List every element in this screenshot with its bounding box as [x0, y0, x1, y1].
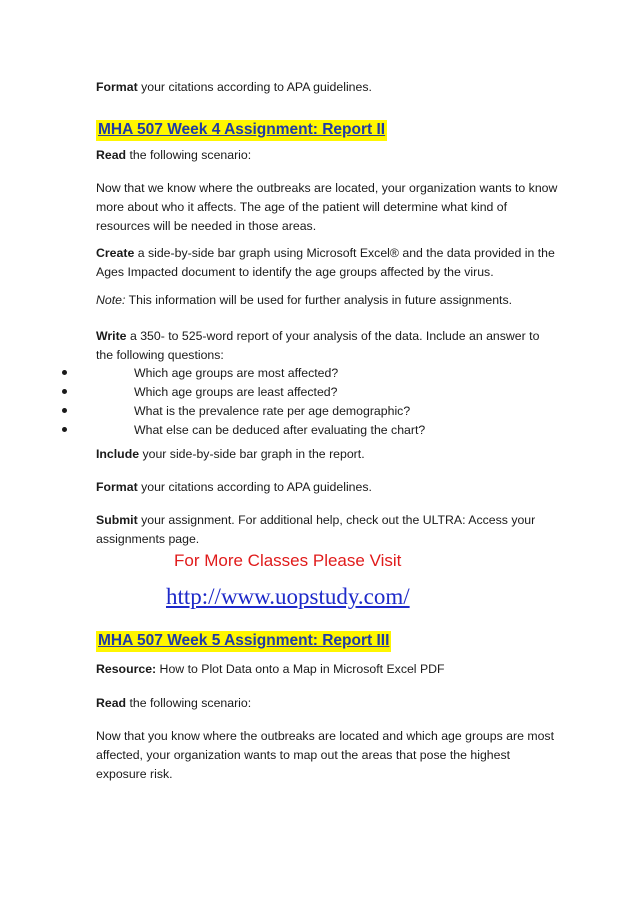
- format-label: Format: [96, 80, 138, 94]
- week4-read-instruction: [96, 146, 558, 165]
- include-text: your side-by-side bar graph in the report.: [139, 447, 365, 461]
- read-text: the following scenario:: [126, 696, 252, 710]
- bullet-icon: [62, 427, 67, 432]
- read-text: the following scenario:: [126, 148, 252, 162]
- bullet-icon: [62, 370, 67, 375]
- week4-format-instruction: [96, 478, 558, 497]
- submit-label: Submit: [96, 513, 138, 527]
- format-text: your citations according to APA guidelines.: [137, 480, 372, 494]
- website-link[interactable]: http://www.uopstudy.com/: [166, 584, 410, 609]
- week4-include-instruction: [96, 445, 558, 464]
- week4-create-instruction: [96, 244, 558, 282]
- bullet-icon: [62, 408, 67, 413]
- read-label: Read: [96, 696, 127, 710]
- list-item: [0, 383, 600, 402]
- week5-resource: [96, 660, 558, 679]
- week4-note: [96, 291, 558, 310]
- list-item: [0, 364, 600, 383]
- bullet-icon: [62, 389, 67, 394]
- resource-label: Resource:: [96, 662, 157, 676]
- format-instruction-top: [96, 78, 558, 97]
- create-text: a side-by-side bar graph using Microsoft Excel® and the data provided in the Ages Impacted document to identify the age groups affected by the virus.: [96, 246, 555, 279]
- week4-scenario: Now that we know where the outbreaks are located, your organization wants to know more about who it affects. The age of the patient will determine what kind of resources will be needed in those areas.: [96, 181, 558, 233]
- format-text: your citations according to APA guidelines.: [137, 80, 372, 94]
- note-label: Note:: [96, 293, 126, 307]
- question-text: Which age groups are most affected?: [134, 366, 339, 380]
- list-item: [0, 402, 600, 421]
- create-label: Create: [96, 246, 135, 260]
- write-text: a 350- to 525-word report of your analysis of the data. Include an answer to the following questions:: [96, 329, 540, 362]
- resource-text: How to Plot Data onto a Map in Microsoft Excel PDF: [156, 662, 445, 676]
- week5-heading[interactable]: MHA 507 Week 5 Assignment: Report III: [96, 631, 391, 652]
- write-label: Write: [96, 329, 127, 343]
- note-text: This information will be used for further analysis in future assignments.: [125, 293, 513, 307]
- question-text: What is the prevalence rate per age demographic?: [134, 404, 411, 418]
- week4-submit-instruction: [96, 511, 558, 549]
- week4-heading[interactable]: MHA 507 Week 4 Assignment: Report II: [96, 120, 387, 141]
- read-label: Read: [96, 148, 127, 162]
- question-text: Which age groups are least affected?: [134, 385, 338, 399]
- question-text: What else can be deduced after evaluating the chart?: [134, 423, 426, 437]
- submit-text: your assignment. For additional help, check out the ULTRA: Access your assignments page.: [96, 513, 536, 546]
- list-item: [0, 421, 600, 440]
- promo-text: For More Classes Please Visit: [174, 551, 402, 570]
- week5-read-instruction: [96, 694, 558, 713]
- week4-write-instruction: [96, 327, 558, 365]
- week5-scenario: Now that you know where the outbreaks are located and which age groups are most affected, your organization wants to map out the areas that pose the highest exposure risk.: [96, 729, 554, 781]
- format-label: Format: [96, 480, 138, 494]
- include-label: Include: [96, 447, 140, 461]
